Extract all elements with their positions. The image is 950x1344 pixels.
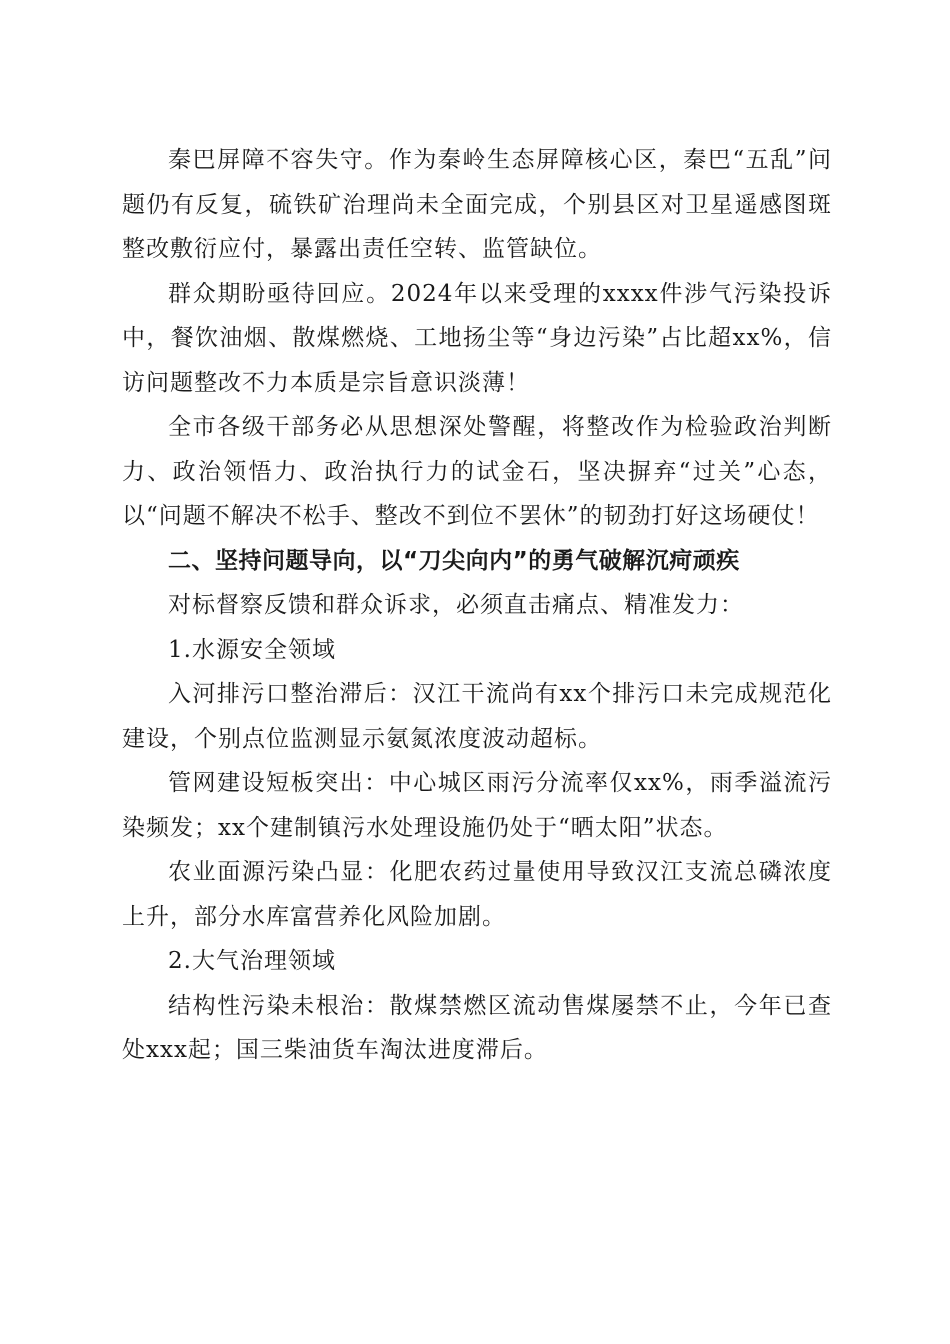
paragraph-public-expectation: 群众期盼亟待回应。2024年以来受理的xxxx件涉气污染投诉中，餐饮油烟、散煤燃烧、工地扬尘等“身边污染”占比超xx%，信访问题整改不力本质是宗旨意识淡薄！: [122, 280, 832, 396]
subheading-water-safety: 1.水源安全领域: [168, 636, 336, 663]
section-heading: 二、坚持问题导向，以“刀尖向内”的勇气破解沉疴顽疾: [168, 547, 740, 574]
paragraph-intro: 对标督察反馈和群众诉求，必须直击痛点、精准发力：: [168, 592, 744, 618]
subheading-air-governance: 2.大气治理领域: [168, 948, 336, 974]
paragraph-qinba-barrier: 秦巴屏障不容失守。作为秦岭生态屏障核心区，秦巴“五乱”问题仍有反复，硫铁矿治理尚未全面完成，个别县区对卫星遥感图斑整改敷衍应付，暴露出责任空转、监管缺位。: [122, 147, 832, 262]
paragraph-structural-pollution: 结构性污染未根治：散煤禁燃区流动售煤屡禁不止，今年已查处xxx起；国三柴油货车淘汰进度滞后。: [122, 992, 832, 1063]
paragraph-cadre-warning: 全市各级干部务必从思想深处警醒，将整改作为检验政治判断力、政治领悟力、政治执行力的试金石，坚决摒弃“过关”心态，以“问题不解决不松手、整改不到位不罢休”的韧劲打好这场硬仗！: [122, 414, 832, 529]
document-body: [122, 138, 832, 1073]
paragraph-sewage-outlets: 入河排污口整治滞后：汉江干流尚有xx个排污口未完成规范化建设，个别点位监测显示氨氮浓度波动超标。: [122, 681, 832, 752]
paragraph-agricultural-pollution: 农业面源污染凸显：化肥农药过量使用导致汉江支流总磷浓度上升，部分水库富营养化风险加剧。: [122, 859, 832, 930]
paragraph-pipe-network: 管网建设短板突出：中心城区雨污分流率仅xx%，雨季溢流污染频发；xx个建制镇污水处理设施仍处于“晒太阳”状态。: [122, 770, 832, 841]
